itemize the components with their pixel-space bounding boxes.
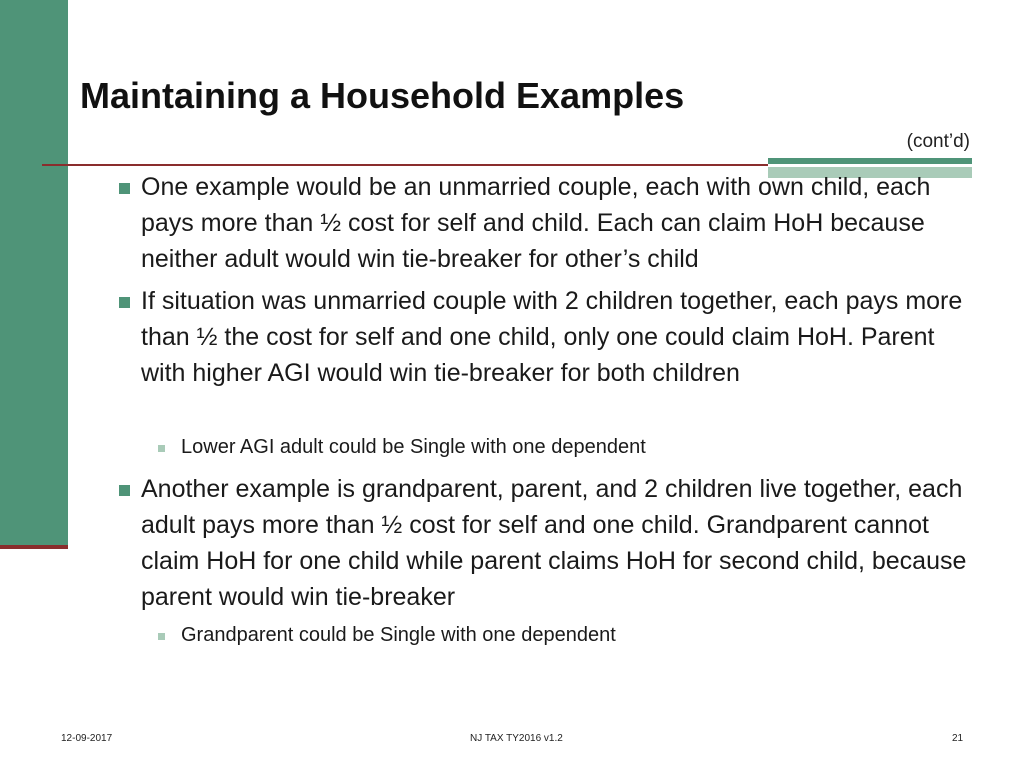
square-sub-bullet-icon: [158, 633, 165, 640]
sub-bullet-item: [181, 621, 961, 649]
bullet-text: If situation was unmarried couple with 2 children together, each pays more than ½ the cost for self and one child, only one could claim HoH. Parent with higher AGI would win tie-breaker for both children: [141, 287, 963, 387]
sub-bullet-item: [181, 433, 961, 461]
bullet-text: One example would be an unmarried couple, each with own child, each pays more than ½ cost for self and child. Each can claim HoH because neither adult would win tie-breaker for other’s child: [141, 173, 931, 273]
page-number: 21: [952, 733, 964, 744]
square-bullet-icon: [119, 485, 130, 496]
bullet-item: [141, 169, 971, 277]
footer-date: 12-09-2017: [61, 733, 113, 744]
square-sub-bullet-icon: [158, 445, 165, 452]
square-bullet-icon: [119, 297, 130, 308]
slide-title: Maintaining a Household Examples: [80, 75, 685, 116]
bullet-item: [141, 471, 971, 615]
square-bullet-icon: [119, 183, 130, 194]
footer-center-text: NJ TAX TY2016 v1.2: [470, 733, 563, 744]
sub-bullet-text: Lower AGI adult could be Single with one dependent: [181, 436, 646, 458]
sub-bullet-text: Grandparent could be Single with one dependent: [181, 624, 616, 646]
bullet-text: Another example is grandparent, parent, and 2 children live together, each adult pays more than ½ cost for self and one child. Grandparent cannot claim HoH for one child while parent claims HoH for second child, because parent would win tie-breaker: [141, 475, 967, 611]
slide-subtitle: (cont’d): [906, 131, 970, 152]
bullet-item: [141, 283, 971, 391]
